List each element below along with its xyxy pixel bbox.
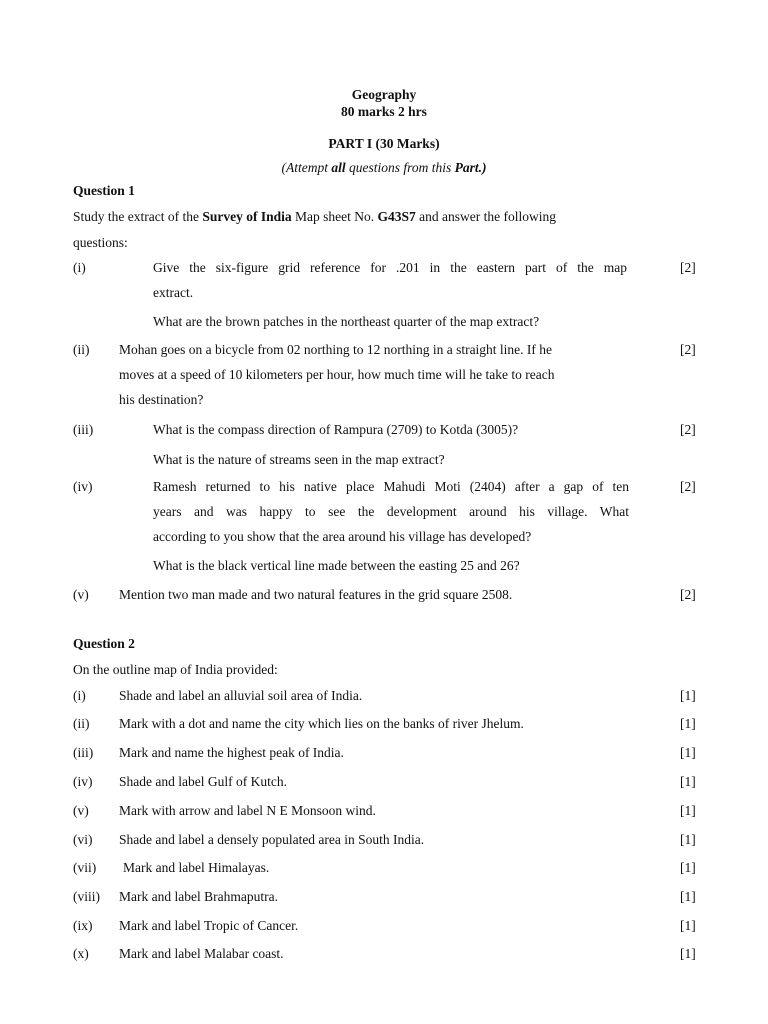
q1-item-marks: [2] bbox=[680, 587, 696, 602]
q2-item-num: (iv) bbox=[73, 774, 93, 789]
intro-survey: Survey of India bbox=[202, 209, 292, 224]
q2-item-num: (ix) bbox=[73, 918, 93, 933]
q1-item-num: (ii) bbox=[73, 342, 90, 357]
q1-item-line: extract. bbox=[153, 285, 194, 300]
q2-item-num: (viii) bbox=[73, 889, 100, 904]
q1-item-line: moves at a speed of 10 kilometers per hour, how much time will he take to reach bbox=[119, 367, 555, 382]
q1-item-line: according to you show that the area around his village has developed? bbox=[153, 529, 532, 544]
q2-item-marks: [1] bbox=[680, 803, 696, 818]
q2-item-text: Shade and label a densely populated area in South India. bbox=[119, 832, 425, 847]
q1-item-marks: [2] bbox=[680, 479, 696, 494]
q2-item-text: Mark and label Malabar coast. bbox=[119, 946, 284, 961]
q2-item-marks: [1] bbox=[680, 918, 696, 933]
intro-text-c: Map sheet No. bbox=[291, 209, 378, 224]
instruction-part: Part.) bbox=[454, 160, 487, 175]
q2-item-num: (vii) bbox=[73, 860, 97, 875]
q2-item-marks: [1] bbox=[680, 774, 696, 789]
q1-item-line: Ramesh returned to his native place Mahudi Moti (2404) after a gap of ten bbox=[153, 479, 629, 494]
q2-item-text: Shade and label an alluvial soil area of India. bbox=[119, 688, 363, 703]
q2-item-num: (ii) bbox=[73, 716, 90, 731]
q1-item-marks: [2] bbox=[680, 422, 696, 437]
q1-item-line: Mention two man made and two natural features in the grid square 2508. bbox=[119, 587, 513, 602]
q2-item-marks: [1] bbox=[680, 716, 696, 731]
instruction-text-a: (Attempt bbox=[281, 160, 332, 175]
subject-title: Geography bbox=[351, 87, 417, 102]
q1-item-line: What is the black vertical line made between the easting 25 and 26? bbox=[153, 558, 520, 573]
q2-item-marks: [1] bbox=[680, 860, 696, 875]
q1-item-line: Give the six-figure grid reference for .201 in the eastern part of the map bbox=[153, 260, 627, 275]
q2-item-num: (v) bbox=[73, 803, 89, 818]
q2-item-marks: [1] bbox=[680, 832, 696, 847]
q1-item-line: What is the compass direction of Rampura (2709) to Kotda (3005)? bbox=[153, 422, 519, 437]
intro-text-a: Study the extract of the bbox=[73, 209, 203, 224]
q2-item-text: Mark with a dot and name the city which lies on the banks of river Jhelum. bbox=[119, 716, 524, 731]
part-heading: PART I (30 Marks) bbox=[328, 136, 440, 151]
instruction-all: all bbox=[331, 160, 346, 175]
q2-item-num: (i) bbox=[73, 688, 86, 703]
q1-item-line: What are the brown patches in the northeast quarter of the map extract? bbox=[153, 314, 540, 329]
q2-item-text: Shade and label Gulf of Kutch. bbox=[119, 774, 287, 789]
q2-item-num: (iii) bbox=[73, 745, 94, 760]
question-2-title: Question 2 bbox=[73, 636, 135, 651]
q2-item-text: Mark and label Tropic of Cancer. bbox=[119, 918, 299, 933]
instruction-text-b: questions from this bbox=[345, 160, 455, 175]
question-2-intro: On the outline map of India provided: bbox=[73, 662, 278, 677]
q2-item-num: (vi) bbox=[73, 832, 93, 847]
question-1-intro-cont: questions: bbox=[73, 235, 128, 250]
question-1-intro bbox=[73, 209, 556, 225]
q1-item-num: (v) bbox=[73, 587, 89, 602]
q1-item-line: Mohan goes on a bicycle from 02 northing to 12 northing in a straight line. If he bbox=[119, 342, 553, 357]
q1-item-num: (iv) bbox=[73, 479, 93, 494]
question-1-title: Question 1 bbox=[73, 183, 135, 198]
q1-item-marks: [2] bbox=[680, 260, 696, 275]
q2-item-marks: [1] bbox=[680, 745, 696, 760]
q2-item-marks: [1] bbox=[680, 889, 696, 904]
intro-sheet-no: G43S7 bbox=[377, 209, 416, 224]
q2-item-text: Mark and label Himalayas. bbox=[123, 860, 270, 875]
part-instruction bbox=[0, 160, 768, 176]
q2-item-marks: [1] bbox=[680, 688, 696, 703]
q2-item-text: Mark and label Brahmaputra. bbox=[119, 889, 278, 904]
q2-item-text: Mark and name the highest peak of India. bbox=[119, 745, 344, 760]
q1-item-num: (iii) bbox=[73, 422, 94, 437]
marks-time: 80 marks 2 hrs bbox=[341, 104, 427, 119]
q1-item-line: What is the nature of streams seen in the map extract? bbox=[153, 452, 445, 467]
q1-item-marks: [2] bbox=[680, 342, 696, 357]
q2-item-num: (x) bbox=[73, 946, 89, 961]
intro-text-e: and answer the following bbox=[415, 209, 556, 224]
q1-item-line: years and was happy to see the development around his village. What bbox=[153, 504, 629, 519]
q1-item-line: his destination? bbox=[119, 392, 204, 407]
q2-item-text: Mark with arrow and label N E Monsoon wind. bbox=[119, 803, 376, 818]
q2-item-marks: [1] bbox=[680, 946, 696, 961]
q1-item-num: (i) bbox=[73, 260, 86, 275]
